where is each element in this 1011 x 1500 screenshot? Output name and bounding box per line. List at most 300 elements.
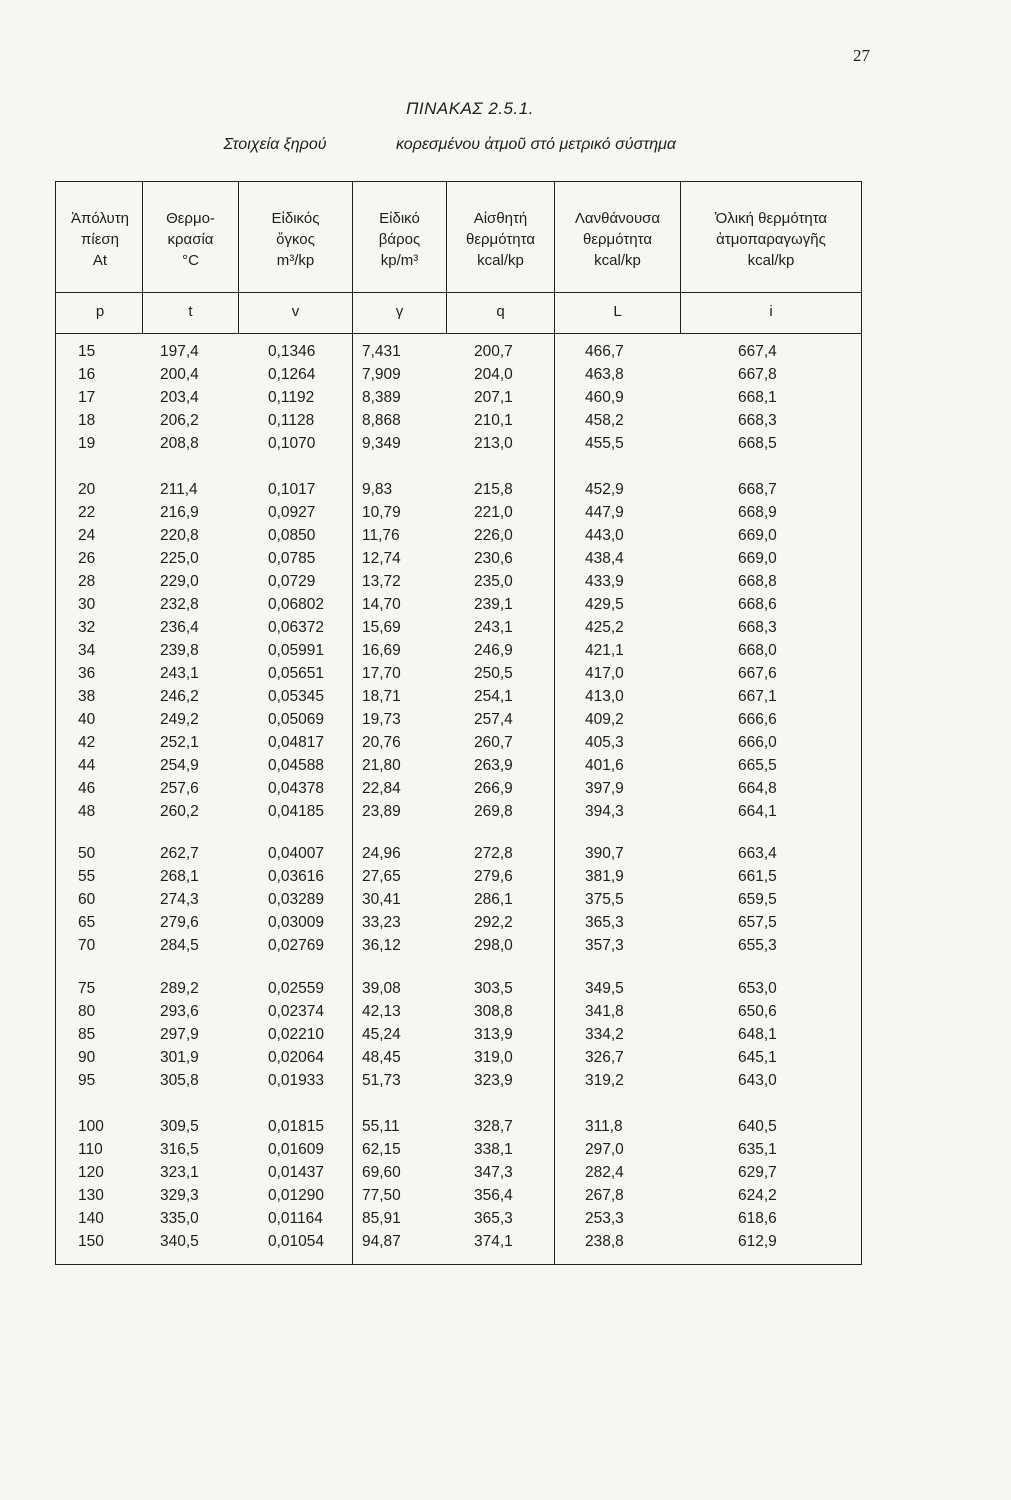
cell-specific-weight: 39,08	[362, 980, 401, 997]
symbol-L: L	[613, 303, 622, 320]
cell-pressure: 130	[78, 1187, 104, 1204]
cell-temperature: 301,9	[160, 1049, 199, 1066]
cell-specific-weight: 27,65	[362, 868, 401, 885]
table-row	[0, 1049, 1011, 1072]
cell-latent-heat: 447,9	[585, 504, 624, 521]
cell-temperature: 260,2	[160, 803, 199, 820]
cell-specific-weight: 14,70	[362, 596, 401, 613]
cell-specific-weight: 33,23	[362, 914, 401, 931]
cell-total-heat: 668,8	[738, 573, 777, 590]
cell-specific-volume: 0,05651	[268, 665, 325, 682]
header-line: Ἀπόλυτη	[70, 210, 130, 227]
header-line: Εἰδικό	[379, 210, 420, 227]
cell-latent-heat: 375,5	[585, 891, 624, 908]
cell-temperature: 220,8	[160, 527, 199, 544]
header-line: Λανθάνουσα	[574, 210, 661, 227]
cell-pressure: 26	[78, 550, 96, 567]
cell-latent-heat: 341,8	[585, 1003, 624, 1020]
cell-temperature: 284,5	[160, 937, 199, 954]
cell-specific-weight: 17,70	[362, 665, 401, 682]
cell-sensible-heat: 207,1	[474, 389, 513, 406]
cell-temperature: 200,4	[160, 366, 199, 383]
cell-specific-weight: 23,89	[362, 803, 401, 820]
cell-specific-volume: 0,0729	[268, 573, 316, 590]
header-specific-volume	[239, 208, 352, 271]
cell-latent-heat: 425,2	[585, 619, 624, 636]
table-row	[0, 366, 1011, 389]
cell-specific-weight: 77,50	[362, 1187, 401, 1204]
cell-latent-heat: 394,3	[585, 803, 624, 820]
cell-pressure: 16	[78, 366, 96, 383]
cell-specific-volume: 0,02374	[268, 1003, 325, 1020]
cell-total-heat: 624,2	[738, 1187, 777, 1204]
table-row	[0, 1164, 1011, 1187]
cell-temperature: 274,3	[160, 891, 199, 908]
cell-latent-heat: 357,3	[585, 937, 624, 954]
cell-total-heat: 666,0	[738, 734, 777, 751]
cell-specific-volume: 0,03289	[268, 891, 325, 908]
table-row	[0, 435, 1011, 458]
cell-pressure: 120	[78, 1164, 104, 1181]
cell-sensible-heat: 243,1	[474, 619, 513, 636]
header-line: κρασία	[167, 231, 214, 248]
cell-pressure: 50	[78, 845, 96, 862]
table-row	[0, 665, 1011, 688]
cell-specific-volume: 0,04007	[268, 845, 325, 862]
cell-specific-volume: 0,1346	[268, 343, 316, 360]
cell-specific-volume: 0,01815	[268, 1118, 325, 1135]
cell-latent-heat: 429,5	[585, 596, 624, 613]
cell-temperature: 211,4	[160, 481, 198, 498]
cell-pressure: 30	[78, 596, 96, 613]
cell-sensible-heat: 239,1	[474, 596, 513, 613]
cell-pressure: 20	[78, 481, 96, 498]
cell-pressure: 95	[78, 1072, 96, 1089]
cell-temperature: 268,1	[160, 868, 199, 885]
cell-specific-volume: 0,02769	[268, 937, 325, 954]
table-row	[0, 845, 1011, 868]
cell-specific-volume: 0,1070	[268, 435, 316, 452]
cell-temperature: 208,8	[160, 435, 199, 452]
header-temperature	[143, 208, 238, 271]
cell-total-heat: 668,5	[738, 435, 777, 452]
cell-total-heat: 663,4	[738, 845, 777, 862]
cell-latent-heat: 297,0	[585, 1141, 624, 1158]
table-row	[0, 803, 1011, 826]
cell-latent-heat: 319,2	[585, 1072, 624, 1089]
cell-specific-weight: 55,11	[362, 1118, 400, 1135]
cell-sensible-heat: 319,0	[474, 1049, 513, 1066]
cell-latent-heat: 463,8	[585, 366, 624, 383]
cell-latent-heat: 460,9	[585, 389, 624, 406]
cell-sensible-heat: 204,0	[474, 366, 513, 383]
cell-latent-heat: 253,3	[585, 1210, 624, 1227]
symbol-v: v	[291, 303, 300, 320]
cell-sensible-heat: 328,7	[474, 1118, 513, 1135]
cell-total-heat: 667,6	[738, 665, 777, 682]
cell-pressure: 70	[78, 937, 96, 954]
cell-total-heat: 667,8	[738, 366, 777, 383]
cell-temperature: 197,4	[160, 343, 199, 360]
cell-specific-weight: 94,87	[362, 1233, 401, 1250]
cell-total-heat: 668,1	[738, 389, 777, 406]
cell-temperature: 225,0	[160, 550, 199, 567]
cell-specific-weight: 22,84	[362, 780, 401, 797]
cell-pressure: 40	[78, 711, 96, 728]
cell-specific-volume: 0,0850	[268, 527, 316, 544]
cell-sensible-heat: 230,6	[474, 550, 513, 567]
subtitle-left: Στοιχεία ξηρού	[223, 136, 327, 153]
cell-latent-heat: 452,9	[585, 481, 624, 498]
cell-latent-heat: 433,9	[585, 573, 624, 590]
header-line: θερμότητα	[583, 231, 652, 248]
header-line: θερμότητα	[466, 231, 535, 248]
table-row	[0, 711, 1011, 734]
cell-temperature: 316,5	[160, 1141, 199, 1158]
cell-temperature: 252,1	[160, 734, 199, 751]
header-line: kcal/kp	[594, 252, 641, 269]
cell-total-heat: 618,6	[738, 1210, 777, 1227]
cell-pressure: 19	[78, 435, 96, 452]
table-row	[0, 891, 1011, 914]
cell-latent-heat: 417,0	[585, 665, 624, 682]
cell-latent-heat: 397,9	[585, 780, 624, 797]
cell-temperature: 203,4	[160, 389, 199, 406]
cell-latent-heat: 405,3	[585, 734, 624, 751]
cell-total-heat: 668,9	[738, 504, 777, 521]
cell-specific-weight: 11,76	[362, 527, 400, 544]
cell-pressure: 17	[78, 389, 96, 406]
cell-specific-weight: 16,69	[362, 642, 401, 659]
header-line: kp/m³	[380, 252, 419, 269]
table-row	[0, 550, 1011, 573]
header-line: m³/kp	[276, 252, 315, 269]
table-row	[0, 527, 1011, 550]
symbol-q: q	[496, 303, 505, 320]
cell-sensible-heat: 308,8	[474, 1003, 513, 1020]
header-line: Ὁλική θερμότητα	[714, 210, 828, 227]
cell-temperature: 232,8	[160, 596, 199, 613]
cell-pressure: 44	[78, 757, 96, 774]
header-line: At	[92, 252, 108, 269]
cell-specific-weight: 13,72	[362, 573, 401, 590]
cell-specific-volume: 0,04185	[268, 803, 325, 820]
cell-total-heat: 655,3	[738, 937, 777, 954]
cell-specific-weight: 24,96	[362, 845, 401, 862]
header-line: °C	[182, 252, 199, 269]
cell-specific-weight: 7,431	[362, 343, 401, 360]
cell-temperature: 309,5	[160, 1118, 199, 1135]
table-row	[0, 504, 1011, 527]
cell-specific-volume: 0,03616	[268, 868, 325, 885]
cell-sensible-heat: 226,0	[474, 527, 513, 544]
cell-sensible-heat: 347,3	[474, 1164, 513, 1181]
cell-specific-weight: 42,13	[362, 1003, 401, 1020]
table-row	[0, 1187, 1011, 1210]
cell-specific-weight: 45,24	[362, 1026, 401, 1043]
cell-specific-weight: 15,69	[362, 619, 401, 636]
cell-latent-heat: 238,8	[585, 1233, 624, 1250]
table-row	[0, 757, 1011, 780]
table-row	[0, 1003, 1011, 1026]
cell-specific-weight: 19,73	[362, 711, 401, 728]
cell-temperature: 293,6	[160, 1003, 199, 1020]
cell-latent-heat: 443,0	[585, 527, 624, 544]
table-row	[0, 619, 1011, 642]
cell-specific-volume: 0,06802	[268, 596, 325, 613]
cell-temperature: 229,0	[160, 573, 199, 590]
cell-sensible-heat: 210,1	[474, 412, 513, 429]
cell-pressure: 24	[78, 527, 96, 544]
cell-specific-volume: 0,05345	[268, 688, 325, 705]
cell-pressure: 150	[78, 1233, 104, 1250]
cell-sensible-heat: 374,1	[474, 1233, 513, 1250]
table-title: ΠΙΝΑΚΑΣ 2.5.1.	[406, 99, 534, 118]
table-row	[0, 389, 1011, 412]
cell-pressure: 100	[78, 1118, 104, 1135]
cell-latent-heat: 282,4	[585, 1164, 624, 1181]
cell-temperature: 246,2	[160, 688, 199, 705]
cell-specific-weight: 10,79	[362, 504, 401, 521]
cell-temperature: 236,4	[160, 619, 199, 636]
cell-pressure: 65	[78, 914, 96, 931]
cell-latent-heat: 409,2	[585, 711, 624, 728]
header-line: ὄγκος	[276, 231, 315, 248]
cell-latent-heat: 326,7	[585, 1049, 624, 1066]
cell-specific-volume: 0,01933	[268, 1072, 325, 1089]
cell-sensible-heat: 246,9	[474, 642, 513, 659]
table-row	[0, 780, 1011, 803]
symbol-t: t	[188, 303, 193, 320]
cell-specific-weight: 69,60	[362, 1164, 401, 1181]
cell-temperature: 257,6	[160, 780, 199, 797]
cell-sensible-heat: 313,9	[474, 1026, 513, 1043]
cell-specific-weight: 62,15	[362, 1141, 401, 1158]
header-latent-heat	[555, 208, 680, 271]
cell-specific-volume: 0,03009	[268, 914, 325, 931]
cell-latent-heat: 413,0	[585, 688, 624, 705]
cell-temperature: 262,7	[160, 845, 199, 862]
cell-pressure: 15	[78, 343, 96, 360]
cell-specific-weight: 20,76	[362, 734, 401, 751]
cell-pressure: 36	[78, 665, 96, 682]
cell-temperature: 216,9	[160, 504, 199, 521]
cell-specific-volume: 0,02559	[268, 980, 325, 997]
cell-latent-heat: 466,7	[585, 343, 624, 360]
cell-specific-volume: 0,01290	[268, 1187, 325, 1204]
cell-total-heat: 668,3	[738, 412, 777, 429]
cell-sensible-heat: 269,8	[474, 803, 513, 820]
cell-pressure: 34	[78, 642, 96, 659]
cell-sensible-heat: 338,1	[474, 1141, 513, 1158]
cell-sensible-heat: 279,6	[474, 868, 513, 885]
cell-pressure: 75	[78, 980, 96, 997]
cell-total-heat: 648,1	[738, 1026, 777, 1043]
cell-sensible-heat: 260,7	[474, 734, 513, 751]
cell-specific-weight: 12,74	[362, 550, 401, 567]
page-number: 27	[853, 46, 870, 65]
cell-pressure: 140	[78, 1210, 104, 1227]
cell-temperature: 305,8	[160, 1072, 199, 1089]
cell-pressure: 80	[78, 1003, 96, 1020]
header-line: πίεση	[81, 231, 119, 248]
cell-total-heat: 659,5	[738, 891, 777, 908]
cell-specific-weight: 48,45	[362, 1049, 401, 1066]
cell-total-heat: 667,4	[738, 343, 777, 360]
cell-total-heat: 635,1	[738, 1141, 777, 1158]
cell-sensible-heat: 221,0	[474, 504, 513, 521]
cell-latent-heat: 390,7	[585, 845, 624, 862]
cell-specific-weight: 36,12	[362, 937, 401, 954]
cell-total-heat: 657,5	[738, 914, 777, 931]
cell-pressure: 38	[78, 688, 96, 705]
cell-pressure: 46	[78, 780, 96, 797]
cell-latent-heat: 455,5	[585, 435, 624, 452]
symbol-divider	[55, 333, 862, 334]
cell-pressure: 28	[78, 573, 96, 590]
cell-total-heat: 612,9	[738, 1233, 777, 1250]
table-row	[0, 734, 1011, 757]
cell-pressure: 85	[78, 1026, 96, 1043]
cell-total-heat: 661,5	[738, 868, 777, 885]
cell-latent-heat: 421,1	[585, 642, 624, 659]
cell-latent-heat: 458,2	[585, 412, 624, 429]
cell-temperature: 323,1	[160, 1164, 199, 1181]
cell-temperature: 335,0	[160, 1210, 199, 1227]
cell-temperature: 279,6	[160, 914, 199, 931]
cell-latent-heat: 381,9	[585, 868, 624, 885]
cell-total-heat: 669,0	[738, 527, 777, 544]
cell-specific-volume: 0,0785	[268, 550, 316, 567]
table-row	[0, 481, 1011, 504]
cell-sensible-heat: 323,9	[474, 1072, 513, 1089]
table-row	[0, 980, 1011, 1003]
cell-pressure: 32	[78, 619, 96, 636]
header-line: Αἰσθητή	[473, 210, 528, 227]
cell-specific-volume: 0,1128	[268, 412, 315, 429]
cell-total-heat: 664,8	[738, 780, 777, 797]
header-line: Εἰδικός	[271, 210, 320, 227]
cell-specific-volume: 0,05069	[268, 711, 325, 728]
cell-temperature: 249,2	[160, 711, 199, 728]
cell-specific-volume: 0,02210	[268, 1026, 325, 1043]
cell-specific-volume: 0,04378	[268, 780, 325, 797]
cell-total-heat: 640,5	[738, 1118, 777, 1135]
cell-temperature: 254,9	[160, 757, 199, 774]
header-total-heat	[681, 208, 861, 271]
cell-pressure: 42	[78, 734, 96, 751]
table-row	[0, 914, 1011, 937]
cell-temperature: 297,9	[160, 1026, 199, 1043]
cell-latent-heat: 311,8	[585, 1118, 623, 1135]
cell-sensible-heat: 257,4	[474, 711, 513, 728]
cell-total-heat: 643,0	[738, 1072, 777, 1089]
cell-latent-heat: 401,6	[585, 757, 624, 774]
cell-specific-volume: 0,02064	[268, 1049, 325, 1066]
cell-specific-volume: 0,06372	[268, 619, 325, 636]
cell-specific-volume: 0,01437	[268, 1164, 325, 1181]
cell-specific-volume: 0,01164	[268, 1210, 323, 1227]
cell-specific-volume: 0,04817	[268, 734, 325, 751]
cell-specific-weight: 7,909	[362, 366, 401, 383]
cell-total-heat: 667,1	[738, 688, 777, 705]
cell-pressure: 90	[78, 1049, 96, 1066]
cell-specific-weight: 8,389	[362, 389, 401, 406]
cell-pressure: 22	[78, 504, 96, 521]
cell-temperature: 206,2	[160, 412, 199, 429]
cell-total-heat: 668,0	[738, 642, 777, 659]
table-row	[0, 412, 1011, 435]
cell-total-heat: 653,0	[738, 980, 777, 997]
cell-temperature: 243,1	[160, 665, 199, 682]
cell-temperature: 239,8	[160, 642, 199, 659]
cell-total-heat: 668,6	[738, 596, 777, 613]
cell-specific-volume: 0,01054	[268, 1233, 325, 1250]
cell-pressure: 48	[78, 803, 96, 820]
table-row	[0, 1141, 1011, 1164]
cell-specific-weight: 9,83	[362, 481, 393, 498]
table-row	[0, 573, 1011, 596]
cell-specific-weight: 18,71	[362, 688, 401, 705]
cell-specific-volume: 0,0927	[268, 504, 316, 521]
cell-sensible-heat: 266,9	[474, 780, 513, 797]
table-row	[0, 937, 1011, 960]
cell-specific-weight: 9,349	[362, 435, 401, 452]
subtitle-right: κορεσμένου ἀτμοῦ στό μετρικό σύστημα	[396, 136, 676, 153]
header-line: kcal/kp	[477, 252, 524, 269]
cell-total-heat: 669,0	[738, 550, 777, 567]
header-line: Θερμο-	[166, 210, 215, 227]
table-row	[0, 868, 1011, 891]
cell-total-heat: 665,5	[738, 757, 777, 774]
cell-specific-weight: 8,868	[362, 412, 401, 429]
symbol-gamma: γ	[395, 303, 404, 320]
cell-temperature: 289,2	[160, 980, 199, 997]
header-line: βάρος	[378, 231, 421, 248]
cell-specific-volume: 0,04588	[268, 757, 325, 774]
cell-latent-heat: 267,8	[585, 1187, 624, 1204]
cell-sensible-heat: 298,0	[474, 937, 513, 954]
cell-latent-heat: 438,4	[585, 550, 624, 567]
cell-temperature: 329,3	[160, 1187, 199, 1204]
symbol-i: i	[769, 303, 773, 320]
cell-sensible-heat: 365,3	[474, 1210, 513, 1227]
cell-sensible-heat: 250,5	[474, 665, 513, 682]
cell-pressure: 60	[78, 891, 96, 908]
cell-specific-volume: 0,1264	[268, 366, 316, 383]
header-specific-weight	[353, 208, 446, 271]
cell-sensible-heat: 356,4	[474, 1187, 513, 1204]
cell-sensible-heat: 215,8	[474, 481, 513, 498]
cell-pressure: 55	[78, 868, 96, 885]
cell-total-heat: 629,7	[738, 1164, 777, 1181]
cell-specific-weight: 21,80	[362, 757, 401, 774]
table-row	[0, 642, 1011, 665]
cell-specific-volume: 0,1017	[268, 481, 316, 498]
cell-total-heat: 664,1	[738, 803, 777, 820]
cell-total-heat: 666,6	[738, 711, 777, 728]
cell-latent-heat: 349,5	[585, 980, 624, 997]
header-pressure	[57, 208, 143, 271]
symbol-p: p	[95, 303, 105, 320]
cell-total-heat: 650,6	[738, 1003, 777, 1020]
cell-total-heat: 668,3	[738, 619, 777, 636]
cell-sensible-heat: 263,9	[474, 757, 513, 774]
cell-pressure: 18	[78, 412, 96, 429]
cell-specific-volume: 0,01609	[268, 1141, 325, 1158]
table-row	[0, 1233, 1011, 1256]
header-line: kcal/kp	[747, 252, 795, 269]
